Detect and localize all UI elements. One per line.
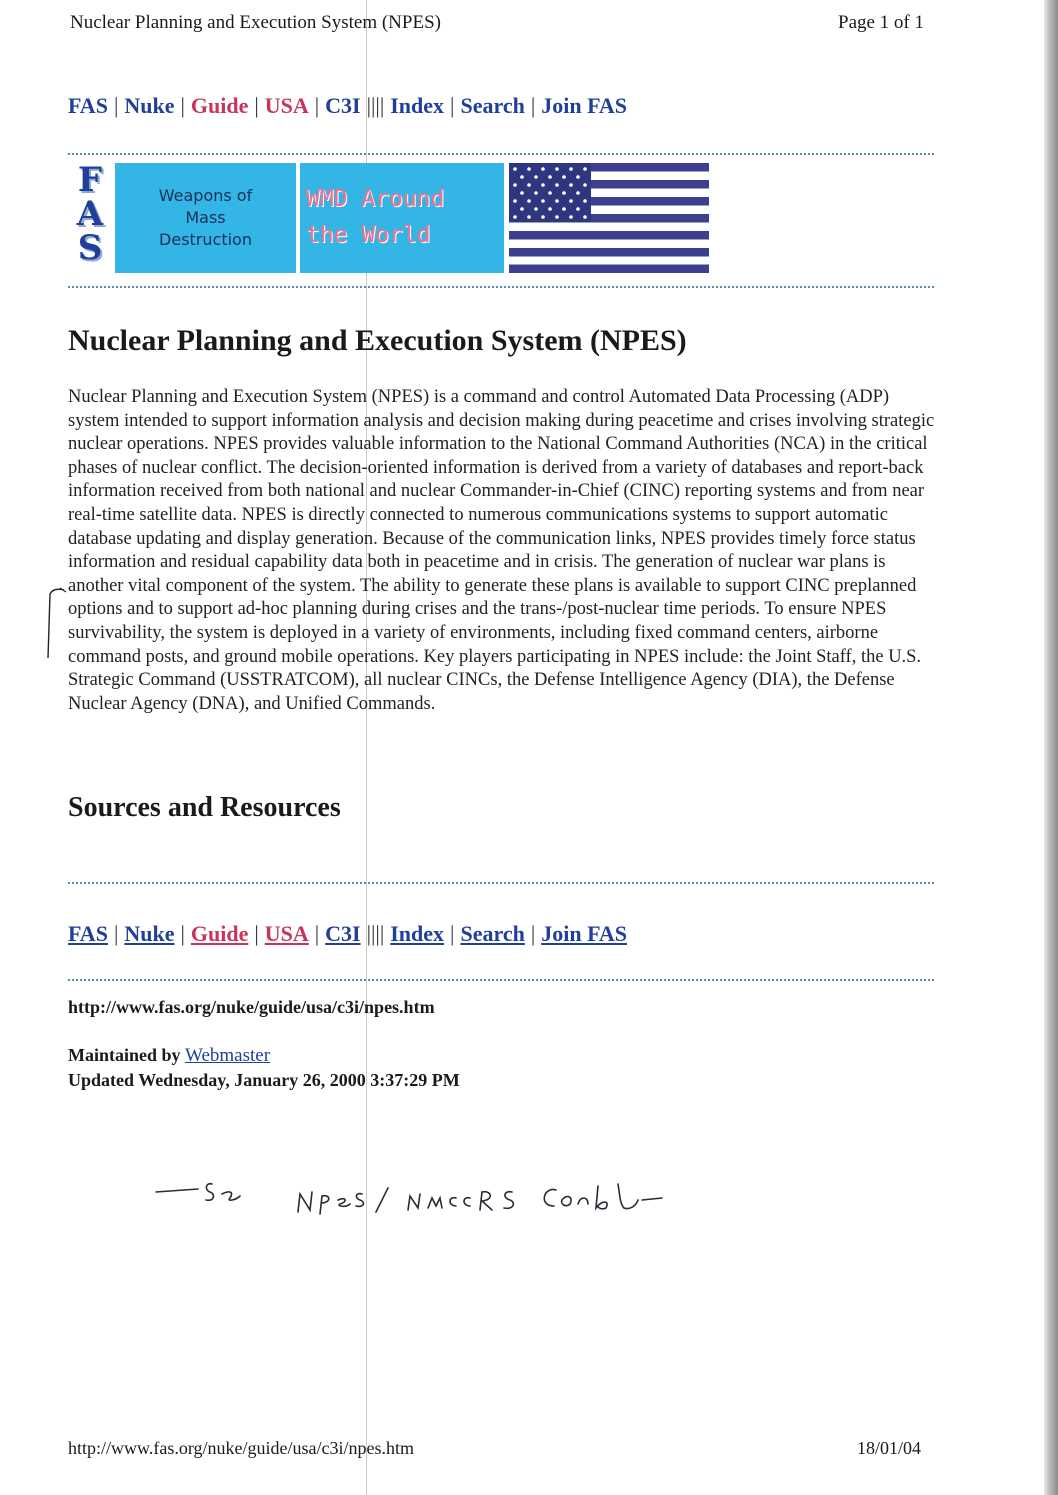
nav-c3i[interactable]: C3I <box>325 921 361 946</box>
bottom-nav: FAS | Nuke | Guide | USA | C3I |||| Index | Search | Join FAS <box>68 921 628 946</box>
nav-index[interactable]: Index <box>390 93 445 118</box>
fas-logo[interactable]: F A S <box>76 160 104 268</box>
wmd-banner-link[interactable]: Weapons of Mass Destruction <box>115 163 296 273</box>
us-flag-icon <box>509 163 709 273</box>
page-url: http://www.fas.org/nuke/guide/usa/c3i/npes.htm <box>68 997 435 1017</box>
nav-guide[interactable]: Guide <box>190 921 249 946</box>
nav-index[interactable]: Index <box>390 921 445 946</box>
margin-bracket-mark <box>30 584 70 660</box>
body-paragraph: Nuclear Planning and Execution System (NPES) is a command and control Automated Data Processing (ADP) system intended to support information analysis and decision making during peacetime and crises involving strategic nuclear operations. NPES provides valuable information to the National Command Authorities (NCA) in the critical phases of nuclear conflict. The decision-oriented information is derived from a variety of databases and report-back information received from both national and nuclear Commander-in-Chief (CINC) reporting systems and from near real-time satellite data. NPES is directly connected to numerous communications systems to support automatic database updating and display generation. Because of the communication links, NPES provides timely force status information and residual capability data both in peacetime and in crisis. The generation of nuclear war plans is another vital component of the system. The ability to generate these plans is available to support CINC preplanned options and to support ad-hoc planning during crises and the trans-/post-nuclear time periods. To ensure NPES survivability, the system is deployed in a variety of environments, including fixed command centers, airborne command posts, and ground mobile operations. Key players participating in NPES include: the Joint Staff, the U.S. Strategic Command (USSTRATCOM), all nuclear CINCs, the Defense Intelligence Agency (DIA), the Defense Nuclear Agency (DNA), and Unified Commands. <box>68 387 935 714</box>
print-header-title: Nuclear Planning and Execution System (NPES) <box>70 12 441 33</box>
divider <box>68 286 934 288</box>
top-nav: FAS | Nuke | Guide | USA | C3I |||| Index | Search | Join FAS <box>68 93 628 118</box>
banner <box>68 160 642 273</box>
divider <box>68 153 934 155</box>
divider <box>68 979 934 981</box>
handwritten-note <box>150 1170 710 1240</box>
nav-nuke[interactable]: Nuke <box>124 921 175 946</box>
sources-heading: Sources and Resources <box>68 792 341 823</box>
wmd-around-world-banner[interactable]: WMD Around the World <box>300 163 504 273</box>
print-footer-date: 18/01/04 <box>857 1438 922 1458</box>
nav-search[interactable]: Search <box>460 921 525 946</box>
nav-usa[interactable]: USA <box>264 921 309 946</box>
page-title: Nuclear Planning and Execution System (NPES) <box>68 324 687 357</box>
nav-join-fas[interactable]: Join FAS <box>541 921 628 946</box>
divider <box>68 882 934 884</box>
nav-fas[interactable]: FAS <box>68 921 108 946</box>
nav-nuke[interactable]: Nuke <box>124 93 175 118</box>
nav-usa[interactable]: USA <box>264 93 309 118</box>
print-header-page: Page 1 of 1 <box>838 12 925 33</box>
nav-guide[interactable]: Guide <box>190 93 249 118</box>
print-footer-url: http://www.fas.org/nuke/guide/usa/c3i/npes.htm <box>68 1438 414 1458</box>
nav-fas[interactable]: FAS <box>68 93 108 118</box>
maintenance-info: Maintained by Webmaster Updated Wednesday, January 26, 2000 3:37:29 PM <box>68 1045 460 1090</box>
webmaster-link[interactable]: Webmaster <box>185 1045 271 1066</box>
nav-join-fas[interactable]: Join FAS <box>541 93 628 118</box>
scan-edge <box>1044 0 1058 1495</box>
nav-c3i[interactable]: C3I <box>325 93 361 118</box>
nav-search[interactable]: Search <box>460 93 525 118</box>
